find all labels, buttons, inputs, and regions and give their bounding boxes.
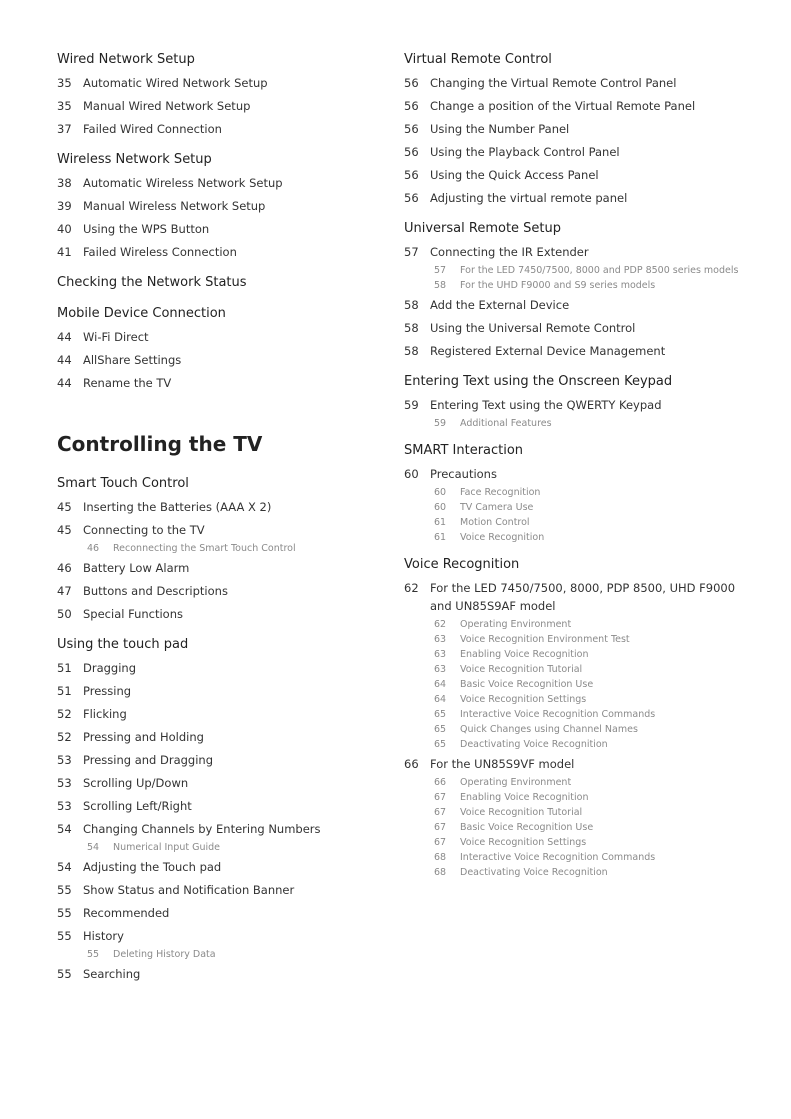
page-number: 56 [404,144,419,159]
entry-title: Pressing and Holding [83,729,204,744]
toc-entry[interactable] [57,794,387,817]
entry-title: Recommended [83,905,170,920]
toc-entry[interactable] [57,924,387,947]
entry-title: Deactivating Voice Recognition [460,867,608,878]
toc-subentry[interactable] [404,850,744,865]
toc-subentry[interactable] [404,677,744,692]
page-number: 61 [434,517,447,528]
toc-entry[interactable] [404,240,744,263]
toc-entry[interactable] [404,316,744,339]
entry-title: Deleting History Data [113,949,216,960]
toc-entry[interactable] [57,518,387,541]
toc-subentry[interactable] [404,737,744,752]
toc-entry[interactable] [404,462,744,485]
page-number: 68 [434,867,447,878]
toc-entry[interactable] [404,186,744,209]
page-number: 63 [434,649,447,660]
toc-subentry[interactable] [404,775,744,790]
toc-subentry[interactable] [404,722,744,737]
entry-title: Manual Wired Network Setup [83,98,251,113]
toc-entry[interactable] [57,240,387,263]
page-number: 66 [434,777,447,788]
page-number: 54 [57,859,72,874]
entry-title: Show Status and Notification Banner [83,882,295,897]
toc-entry[interactable] [404,117,744,140]
entry-title: Using the WPS Button [83,221,210,236]
entry-title: Interactive Voice Recognition Commands [460,709,656,720]
page-number: 35 [57,98,72,113]
page-number: 55 [57,905,72,920]
page-number: 39 [57,198,72,213]
toc-entry[interactable] [57,679,387,702]
entry-title: For the LED 7450/7500, 8000 and PDP 8500 series models [460,265,739,276]
toc-entry[interactable] [57,579,387,602]
entry-title: Automatic Wired Network Setup [83,75,268,90]
section-heading[interactable]: Wireless Network Setup [57,152,212,167]
page-number: 64 [434,694,447,705]
page-number: 63 [434,634,447,645]
toc-entry[interactable] [404,393,744,416]
page-number: 52 [57,706,72,721]
entry-title: Voice Recognition Settings [460,837,587,848]
toc-subentry[interactable] [404,617,744,632]
entry-title: Add the External Device [430,297,570,312]
entry-title: Flicking [83,706,127,721]
page-number: 62 [404,580,419,595]
entry-title: For the UHD F9000 and S9 series models [460,280,656,291]
toc-entry[interactable] [404,94,744,117]
entry-title: Basic Voice Recognition Use [460,822,594,833]
entry-title: TV Camera Use [460,502,534,513]
page-number: 35 [57,75,72,90]
toc-entry[interactable] [57,325,387,348]
toc-subentry[interactable] [404,835,744,850]
entry-title: Interactive Voice Recognition Commands [460,852,656,863]
entry-title: Using the Number Panel [430,121,570,136]
entry-title: Inserting the Batteries (AAA X 2) [83,499,272,514]
page-number: 65 [434,709,447,720]
toc-subentry[interactable] [404,485,744,500]
page-number: 62 [434,619,447,630]
entry-title: AllShare Settings [83,352,182,367]
toc-entry[interactable] [404,339,744,362]
page-number: 54 [87,842,100,853]
entry-title: Voice Recognition Tutorial [460,807,583,818]
toc-column-right [404,48,744,880]
page-number: 60 [434,502,447,513]
entry-title: Buttons and Descriptions [83,583,228,598]
toc-subentry[interactable] [404,530,744,545]
page-number: 58 [404,297,419,312]
page-number: 58 [434,280,447,291]
page-number: 61 [434,532,447,543]
toc-column-left [57,48,387,985]
toc-entry[interactable] [57,194,387,217]
page-number: 51 [57,660,72,675]
entry-title: Failed Wireless Connection [83,244,237,259]
entry-title: Adjusting the virtual remote panel [430,190,628,205]
page-number: 67 [434,807,447,818]
toc-entry[interactable] [57,217,387,240]
toc-entry[interactable] [57,656,387,679]
entry-title: Enabling Voice Recognition [460,649,589,660]
section-heading[interactable]: Voice Recognition [404,557,520,572]
entry-title: Connecting to the TV [83,522,205,537]
entry-title: Using the Universal Remote Control [430,320,636,335]
toc-entry[interactable] [57,556,387,579]
toc-entry[interactable] [404,293,744,316]
section-heading[interactable]: Virtual Remote Control [404,52,552,67]
page-number: 59 [434,418,447,429]
page-number: 38 [57,175,72,190]
toc-subentry[interactable] [404,692,744,707]
page-number: 57 [434,265,447,276]
section-heading[interactable]: Smart Touch Control [57,476,189,491]
toc-subentry[interactable] [404,805,744,820]
section-heading[interactable]: Entering Text using the Onscreen Keypad [404,374,673,389]
toc-subentry[interactable] [57,840,387,855]
page-number: 52 [57,729,72,744]
entry-title: Changing Channels by Entering Numbers [83,821,321,836]
toc-entry[interactable] [57,725,387,748]
entry-title: Reconnecting the Smart Touch Control [113,543,296,554]
entry-title: Manual Wireless Network Setup [83,198,266,213]
page-number: 66 [404,756,419,771]
page-number: 45 [57,522,72,537]
toc-entry[interactable] [57,748,387,771]
page-number: 40 [57,221,72,236]
toc-entry[interactable] [57,602,387,625]
page-number: 56 [404,121,419,136]
toc-subentry[interactable] [404,515,744,530]
toc-entry[interactable] [57,71,387,94]
entry-title: Face Recognition [460,487,541,498]
toc-subentry[interactable] [404,662,744,677]
page-number: 54 [57,821,72,836]
toc-subentry[interactable] [404,500,744,515]
toc-entry[interactable] [57,348,387,371]
section-heading[interactable]: Universal Remote Setup [404,221,562,236]
entry-title: Operating Environment [460,619,572,630]
entry-title: Adjusting the Touch pad [83,859,222,874]
entry-title: For the LED 7450/7500, 8000, PDP 8500, UHD F9000 and UN85S9AF model [430,580,736,613]
entry-title: Entering Text using the QWERTY Keypad [430,397,662,412]
entry-title: Registered External Device Management [430,343,666,358]
toc-entry[interactable] [404,576,744,617]
chapter-title[interactable]: Controlling the TV [57,432,263,456]
entry-title: Deactivating Voice Recognition [460,739,608,750]
entry-title: Voice Recognition Environment Test [460,634,630,645]
toc-entry[interactable] [57,94,387,117]
section-heading[interactable]: Wired Network Setup [57,52,195,67]
entry-title: Pressing and Dragging [83,752,214,767]
page-number: 46 [57,560,72,575]
toc-entry[interactable] [404,71,744,94]
entry-title: Special Functions [83,606,183,621]
page-number: 65 [434,739,447,750]
section-heading[interactable]: SMART Interaction [404,443,524,458]
page-number: 65 [434,724,447,735]
page-number: 59 [404,397,419,412]
page-number: 64 [434,679,447,690]
toc-subentry[interactable] [404,820,744,835]
page-number: 68 [434,852,447,863]
toc-entry[interactable] [404,752,744,775]
section-heading[interactable]: Checking the Network Status [57,275,247,290]
page-number: 50 [57,606,72,621]
toc-subentry[interactable] [404,790,744,805]
entry-title: Voice Recognition Settings [460,694,587,705]
entry-title: Connecting the IR Extender [430,244,589,259]
entry-title: Scrolling Up/Down [83,775,189,790]
entry-title: Voice Recognition [460,532,545,543]
toc-subentry[interactable] [57,947,387,962]
section-heading[interactable]: Using the touch pad [57,637,189,652]
entry-title: Searching [83,966,141,981]
entry-title: Using the Quick Access Panel [430,167,599,182]
toc-entry[interactable] [57,817,387,840]
toc-subentry[interactable] [404,278,744,293]
page-number: 60 [404,466,419,481]
page-number: 46 [87,543,100,554]
toc-subentry[interactable] [404,416,744,431]
toc-entry[interactable] [57,855,387,878]
toc-subentry[interactable] [404,632,744,647]
entry-title: Voice Recognition Tutorial [460,664,583,675]
page-number: 53 [57,775,72,790]
page-number: 53 [57,752,72,767]
page-number: 44 [57,352,72,367]
entry-title: Failed Wired Connection [83,121,222,136]
toc-entry[interactable] [57,495,387,518]
page-number: 58 [404,343,419,358]
entry-title: Using the Playback Control Panel [430,144,620,159]
page-number: 53 [57,798,72,813]
toc-subentry[interactable] [404,647,744,662]
entry-title: Numerical Input Guide [113,842,220,853]
section-heading[interactable]: Mobile Device Connection [57,306,226,321]
entry-title: Dragging [83,660,137,675]
entry-title: Basic Voice Recognition Use [460,679,594,690]
entry-title: Pressing [83,683,132,698]
toc-entry[interactable] [404,140,744,163]
toc-entry[interactable] [404,163,744,186]
entry-title: Precautions [430,466,497,481]
entry-title: Change a position of the Virtual Remote Panel [430,98,696,113]
entry-title: History [83,928,124,943]
toc-subentry[interactable] [57,541,387,556]
entry-title: For the UN85S9VF model [430,756,575,771]
page-number: 55 [87,949,100,960]
page-number: 55 [57,966,72,981]
page-number: 37 [57,121,72,136]
page-number: 55 [57,882,72,897]
page-number: 47 [57,583,72,598]
toc-entry[interactable] [57,878,387,901]
entry-title: Motion Control [460,517,530,528]
toc-entry[interactable] [57,962,387,985]
page-number: 58 [404,320,419,335]
page-number: 56 [404,98,419,113]
entry-title: Quick Changes using Channel Names [460,724,638,735]
toc-subentry[interactable] [404,707,744,722]
toc-entry[interactable] [57,901,387,924]
page-number: 60 [434,487,447,498]
toc-subentry[interactable] [404,263,744,278]
toc-entry[interactable] [57,171,387,194]
page-number: 57 [404,244,419,259]
page-number: 67 [434,792,447,803]
page-number: 56 [404,190,419,205]
entry-title: Wi-Fi Direct [83,329,149,344]
toc-entry[interactable] [57,702,387,725]
page-number: 63 [434,664,447,675]
page-number: 56 [404,75,419,90]
page-number: 67 [434,837,447,848]
page-number: 51 [57,683,72,698]
toc-entry[interactable] [57,771,387,794]
page-number: 41 [57,244,72,259]
entry-title: Rename the TV [83,375,172,390]
toc-entry[interactable] [57,117,387,140]
entry-title: Automatic Wireless Network Setup [83,175,283,190]
page-number: 44 [57,375,72,390]
entry-title: Changing the Virtual Remote Control Panel [430,75,677,90]
page-number: 55 [57,928,72,943]
entry-title: Additional Features [460,418,552,429]
page-number: 67 [434,822,447,833]
toc-subentry[interactable] [404,865,744,880]
page-number: 45 [57,499,72,514]
page-number: 56 [404,167,419,182]
entry-title: Operating Environment [460,777,572,788]
entry-title: Scrolling Left/Right [83,798,192,813]
entry-title: Battery Low Alarm [83,560,190,575]
entry-title: Enabling Voice Recognition [460,792,589,803]
toc-entry[interactable] [57,371,387,394]
page-number: 44 [57,329,72,344]
